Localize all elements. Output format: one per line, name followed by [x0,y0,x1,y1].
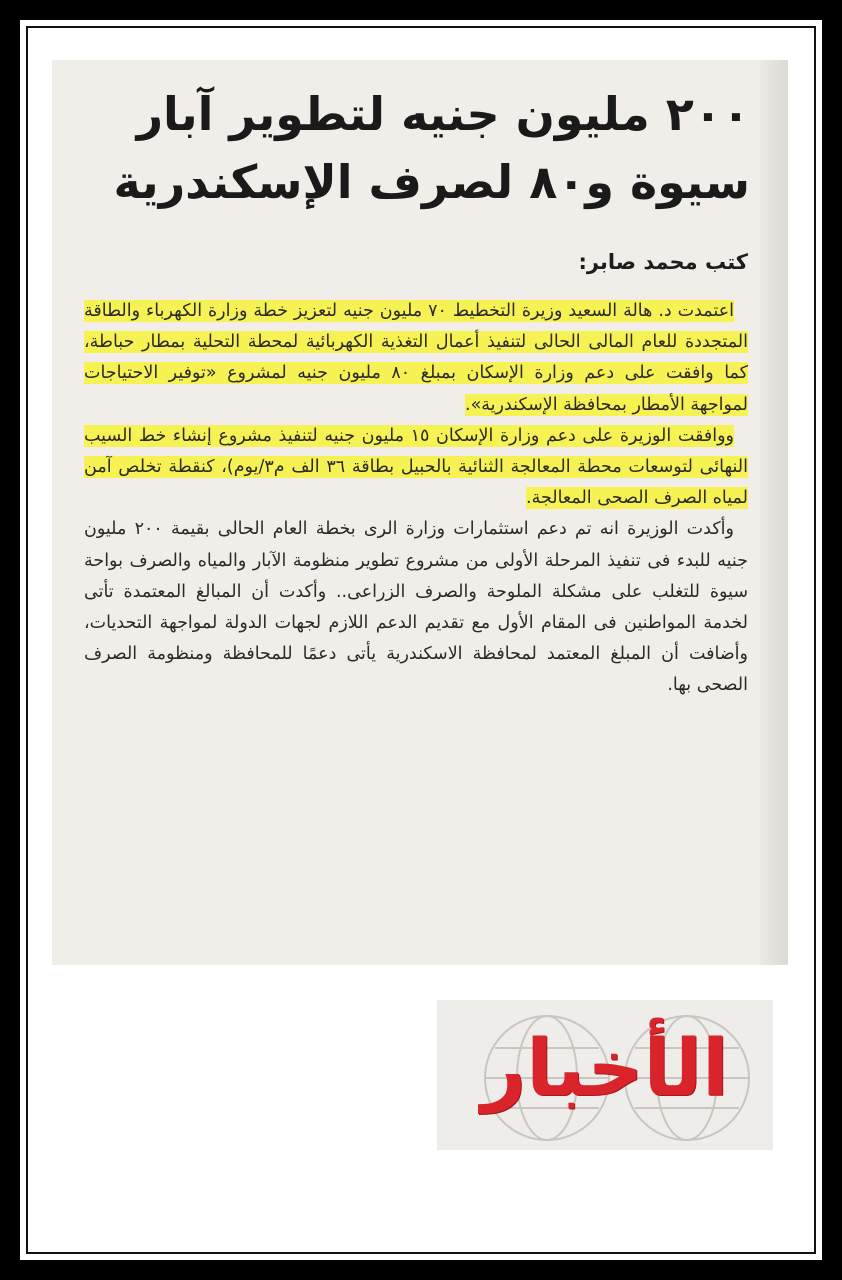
newspaper-logo [437,1000,773,1150]
article-paragraph-2 [84,421,748,515]
article-paragraph-1 [84,296,748,421]
article-headline [70,80,750,216]
article-byline: كتب محمد صابر: [578,250,748,274]
clipping-fold-shadow [760,60,788,965]
newspaper-clipping [52,60,788,965]
headline-line-1: ٢٠٠ مليون جنيه لتطوير آبار [136,87,750,141]
article-body [84,296,748,702]
highlighted-text: ووافقت الوزيرة على دعم وزارة الإسكان ١٥ مليون جنيه لتنفيذ مشروع إنشاء خط السيب النهائى لتوسعات محطة المعالجة الثنائية بالحبيل بطاقة ٣٦ الف م٣/يوم)، كنقطة تخلص آمن لمياه الصرف الصحى المعالجة. [84,425,748,509]
headline-line-2: سيوة و٨٠ لصرف الإسكندرية [113,155,750,209]
logo-text: الأخبار [481,1024,729,1114]
article-paragraph-3: وأكدت الوزيرة انه تم دعم استثمارات وزارة الرى بخطة العام الحالى بقيمة ٢٠٠ مليون جنيه للبدء فى تنفيذ المرحلة الأولى من مشروع تطوير منظومة الآبار والمياه والصرف بواحة سيوة للتغلب على مشكلة الملوحة والصرف الزراعى.. وأكدت أن المبالغ المعتمدة تأتى لخدمة المواطنين فى المقام الأول مع تقديم الدعم اللازم لجهات الدولة لمواجهة التحديات، وأضافت أن المبلغ المعتمد لمحافظة الاسكندرية يأتى دعمًا للمحافظة ومنظومة الصرف الصحى بها. [84,519,748,696]
highlighted-text: اعتمدت د. هالة السعيد وزيرة التخطيط ٧٠ مليون جنيه لتعزيز خطة وزارة الكهرباء والطاقة المتجددة للعام المالى الحالى لتنفيذ أعمال التغذية الكهربائية لمحطة التحلية بمطار حباطة، كما وافقت على دعم وزارة الإسكان بمبلغ ٨٠ مليون جنيه لمشروع «توفير الاحتياجات لمواجهة الأمطار بمحافظة الإسكندرية». [84,301,748,415]
